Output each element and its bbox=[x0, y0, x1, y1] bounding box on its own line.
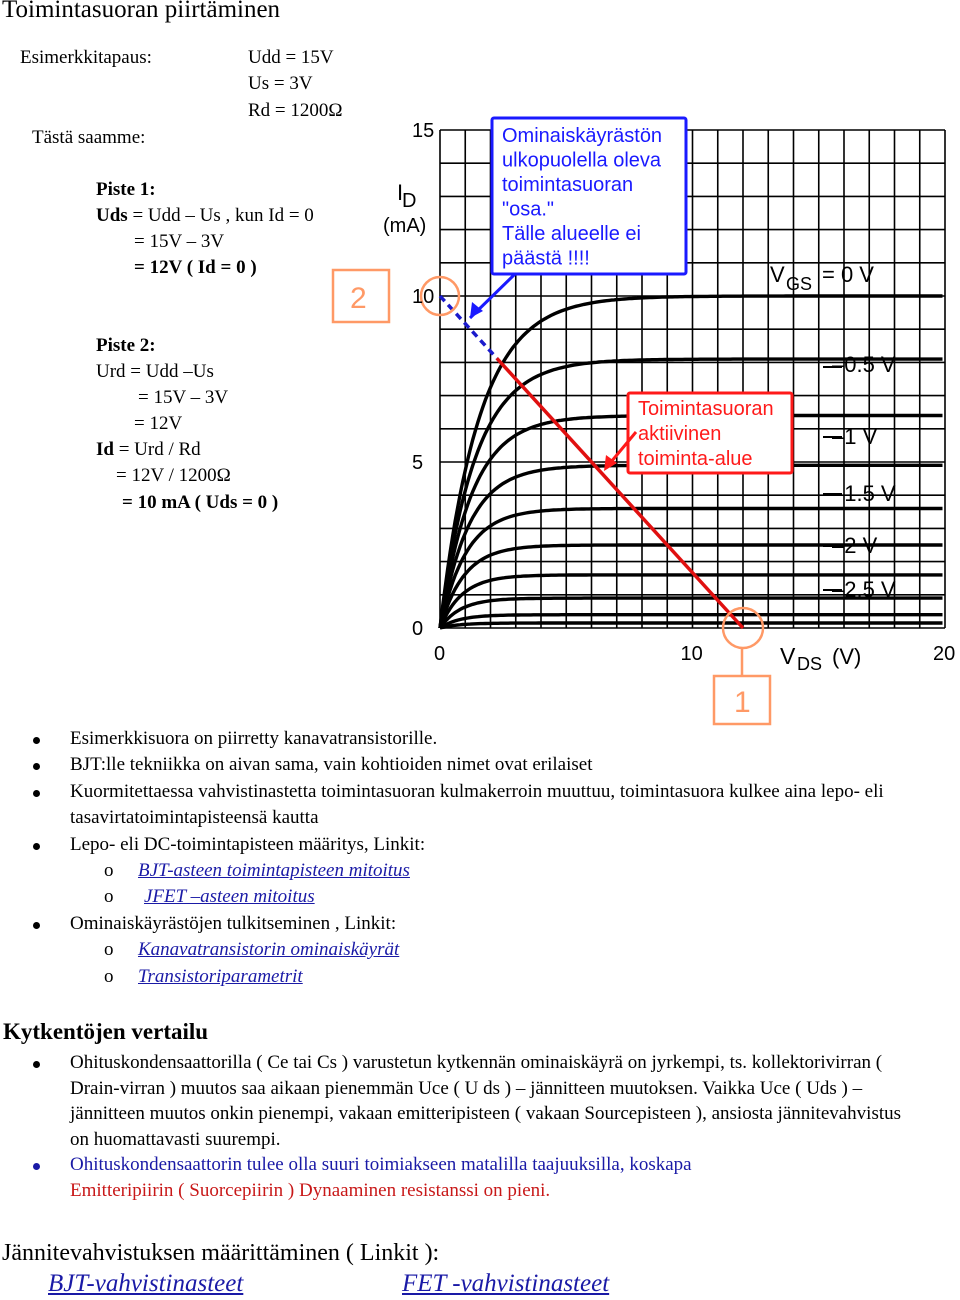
bullet-dot-icon bbox=[33, 763, 40, 770]
callout-outside-line: "osa." bbox=[502, 198, 555, 221]
curve-label: –2 V bbox=[832, 533, 878, 558]
us-value: Us = 3V bbox=[248, 73, 313, 94]
x-tick-label: 20 bbox=[933, 643, 956, 665]
bullet-dot-icon bbox=[33, 737, 40, 744]
point1-line2: = 15V – 3V bbox=[134, 231, 225, 252]
x-tick-label: 0 bbox=[434, 643, 446, 665]
point1-line3: = 12V ( Id = 0 ) bbox=[134, 257, 257, 278]
list-item: Ohituskondensaattorin tulee olla suuri toimiakseen matalilla taajuuksilla, koskapa Emitteripiirin ( Suorcepiirin ) Dynaaminen resistanssi on pieni. bbox=[0, 1152, 905, 1203]
sub-list-item: o Kanavatransistorin ominaiskäyrät bbox=[104, 939, 400, 961]
callout-outside-line: Ominaiskäyrästön bbox=[502, 125, 663, 147]
y-tick-label: 5 bbox=[412, 452, 424, 474]
bullet-dot-icon bbox=[33, 1061, 40, 1068]
list-item: Esimerkkisuora on piirretty kanavatransistorille. bbox=[0, 726, 890, 752]
point2-line4-rest: = Urd / Rd bbox=[113, 439, 201, 460]
y-axis-unit: (mA) bbox=[383, 215, 427, 237]
list-item: Ominaiskäyrästöjen tulkitseminen , Linkit: bbox=[0, 911, 890, 937]
link-fet-vahvistinasteet[interactable]: FET -vahvistinasteet bbox=[402, 1270, 610, 1297]
point1-line1-rest: = Udd – Us , kun Id = 0 bbox=[127, 205, 314, 226]
point2-line1: Urd = Udd –Us bbox=[96, 361, 214, 382]
vgs-value: = 0 V bbox=[822, 262, 874, 287]
point2-line6: = 10 mA ( Uds = 0 ) bbox=[122, 492, 279, 513]
point2-heading: Piste 2: bbox=[96, 335, 156, 356]
point2-line2: = 15V – 3V bbox=[138, 387, 229, 408]
callout-outside-line: päästä !!!! bbox=[502, 247, 590, 270]
x-axis-label-sub: DS bbox=[797, 654, 823, 674]
bullet-dot-icon bbox=[33, 843, 40, 850]
link-bjt-vahvistinasteet[interactable]: BJT-vahvistinasteet bbox=[48, 1270, 244, 1297]
y-tick-label: 10 bbox=[412, 286, 435, 308]
callout-outside-line: ulkopuolella oleva bbox=[502, 149, 662, 172]
section-title-vertailu: Kytkentöjen vertailu bbox=[3, 1019, 209, 1044]
bullet-dot-icon bbox=[33, 1163, 40, 1170]
x-tick-label: 10 bbox=[680, 643, 703, 665]
sub-list-item: o Transistoriparametrit bbox=[104, 965, 303, 987]
link-jfet-mitoitus[interactable]: JFET –asteen mitoitus bbox=[144, 886, 315, 908]
callout-outside-line: toimintasuoran bbox=[502, 174, 634, 196]
point2-line5: = 12V / 1200Ω bbox=[116, 465, 231, 486]
y-tick-label: 0 bbox=[412, 618, 424, 640]
sub-list-item: o BJT-asteen toimintapisteen mitoitus bbox=[104, 860, 410, 882]
point1-heading: Piste 1: bbox=[96, 179, 156, 200]
page-title: Toimintasuoran piirtäminen bbox=[2, 0, 281, 23]
bullet-dot-icon bbox=[33, 790, 40, 797]
marker1-label: 1 bbox=[734, 686, 751, 719]
callout-active-line: aktiivinen bbox=[638, 423, 722, 445]
bullet-list-1 bbox=[0, 726, 958, 990]
link-bjt-toimintapiste[interactable]: BJT-asteen toimintapisteen mitoitus bbox=[138, 860, 410, 882]
marker2-label: 2 bbox=[350, 282, 367, 315]
bullet-dot-icon bbox=[33, 922, 40, 929]
y-tick-label: 15 bbox=[412, 120, 435, 142]
callout-active-line: Toimintasuoran bbox=[638, 398, 774, 420]
list-item: Kuormitettaessa vahvistinastetta toimintasuoran kulmakerroin muuttuu, toimintasuora kulkee aina lepo- eli tasavirtatoimintapisteensä kautta bbox=[0, 779, 890, 832]
link-transistoriparametrit[interactable]: Transistoriparametrit bbox=[138, 965, 303, 987]
rd-value: Rd = 1200Ω bbox=[248, 100, 343, 121]
example-label: Esimerkkitapaus: bbox=[20, 47, 152, 68]
point1-uds: Uds bbox=[96, 205, 128, 226]
list-item: Ohituskondensaattorilla ( Ce tai Cs ) varustetun kytkennän ominaiskäyrä on jyrkempi, ts. kollektorivirran ( Drain-virran ) muutos saa aikaan pienemmän Uce ( U ds ) – jännitteen muutoksen. Vaikka Uce ( Uds ) –jännitteen muutos onkin pienempi, vakaan emitteripisteen ( vakaan Sourcepisteen ), ansiosta jännitevahvistus on huomattavasti suurempi. bbox=[0, 1050, 905, 1152]
link-kanavatransistori[interactable]: Kanavatransistorin ominaiskäyrät bbox=[138, 939, 400, 961]
curve-label: –0.5 V bbox=[832, 352, 896, 377]
sub-list-item: o JFET –asteen mitoitus bbox=[104, 886, 315, 908]
bottom-heading: Jännitevahvistuksen määrittäminen ( Linkit ): bbox=[2, 1240, 440, 1266]
bullet-list-2 bbox=[0, 1050, 905, 1204]
result-label: Tästä saamme: bbox=[32, 127, 146, 148]
vgs-label: V bbox=[770, 262, 785, 287]
vgs-label-sub: GS bbox=[786, 274, 813, 294]
point2-id: Id bbox=[96, 439, 114, 460]
list-item: Lepo- eli DC-toimintapisteen määritys, Linkit: bbox=[0, 832, 890, 858]
list-item: BJT:lle tekniikka on aivan sama, vain kohtioiden nimet ovat erilaiset bbox=[0, 752, 890, 778]
udd-value: Udd = 15V bbox=[248, 47, 334, 68]
point2-line3: = 12V bbox=[134, 413, 183, 434]
curve-label: –1.5 V bbox=[832, 481, 896, 506]
x-axis-label: V bbox=[780, 643, 796, 669]
callout-active-line: toiminta-alue bbox=[638, 448, 753, 470]
y-axis-label: I bbox=[397, 180, 404, 205]
curve-label: –1 V bbox=[832, 424, 878, 449]
callout-outside-line: Tälle alueelle ei bbox=[502, 223, 641, 245]
x-axis-unit: (V) bbox=[832, 644, 862, 669]
curve-label: –2.5 V bbox=[832, 577, 896, 602]
y-axis-label-sub: D bbox=[402, 190, 417, 212]
